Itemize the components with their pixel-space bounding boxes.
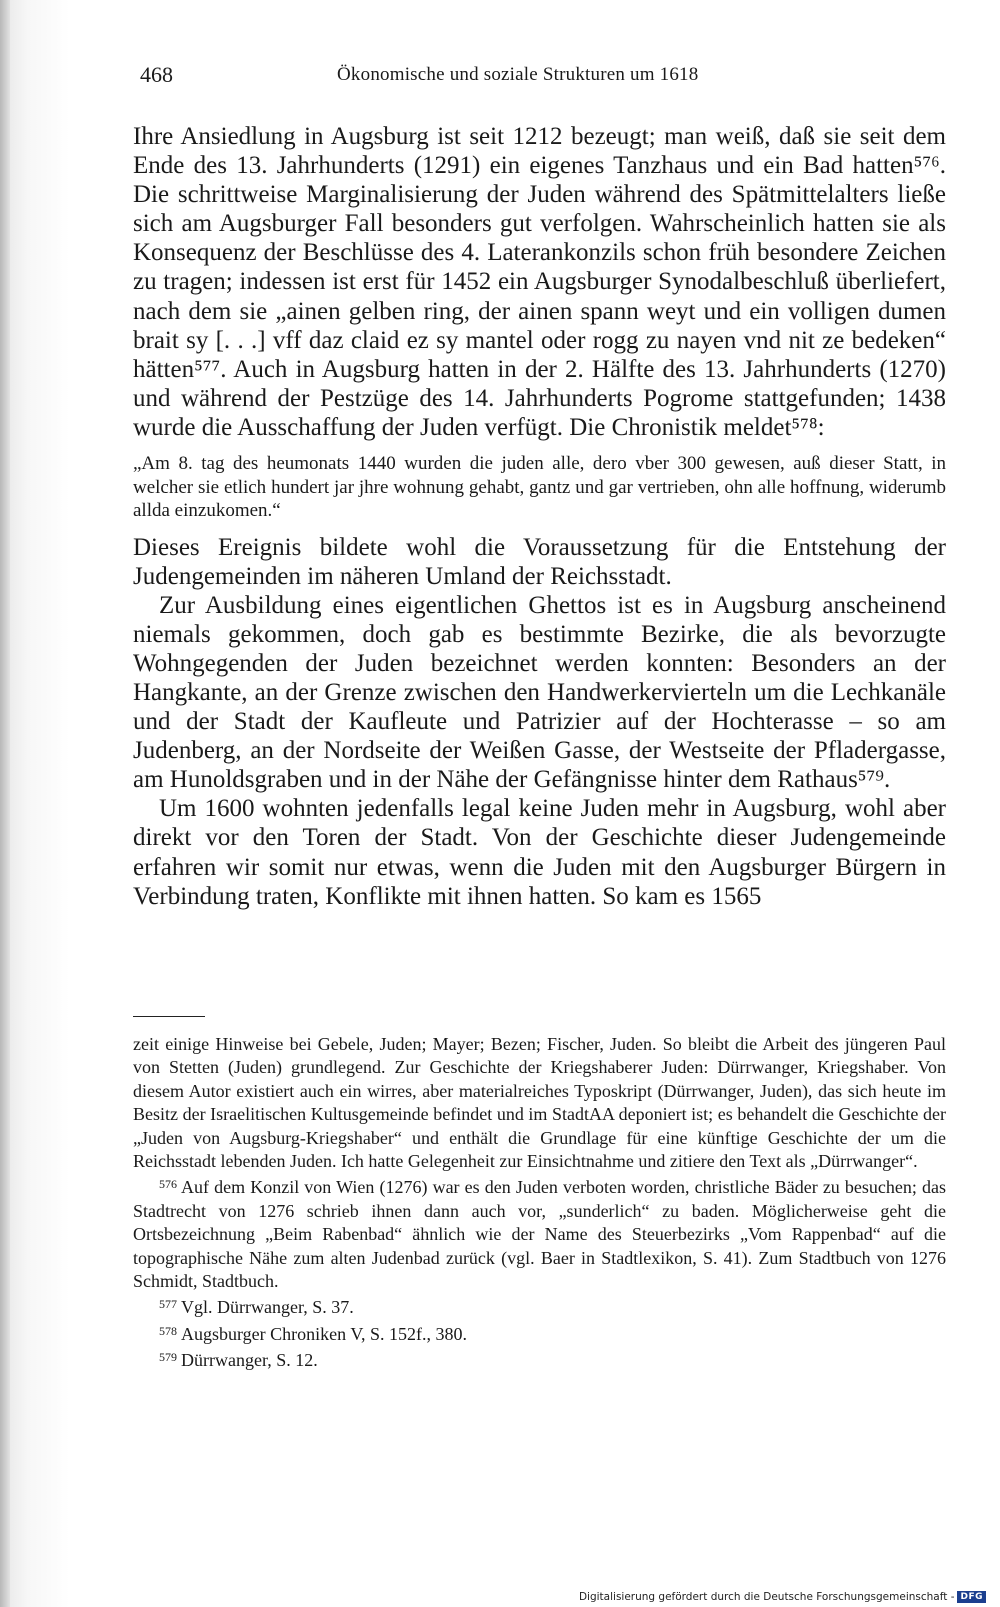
footnote-text: Augsburger Chroniken V, S. 152f., 380.: [181, 1323, 468, 1344]
main-text: [133, 122, 946, 911]
footnote-576: [133, 1173, 946, 1293]
running-title: Ökonomische und soziale Strukturen um 1618: [337, 64, 699, 85]
chronicle-quote: „Am 8. tag des heumonats 1440 wurden die juden alle, dero vber 300 gewesen, auß dieser Statt, in welcher sie etlich hundert jar jhre wohnung gehabt, gantz und gar vertrieben, ohn alle hoffnung, widerumb allda einzukomen.“: [133, 453, 946, 522]
paragraph-2: Dieses Ereignis bildete wohl die Voraussetzung für die Entstehung der Judengemeinden im näheren Umland der Reichsstadt.: [133, 533, 946, 590]
footnote-number: 576: [159, 1177, 177, 1192]
paragraph-1: Ihre Ansiedlung in Augsburg ist seit 1212 bezeugt; man weiß, daß sie seit dem Ende des 13. Jahrhunderts (1291) ein eigenes Tanzhaus und ein Bad hatten⁵⁷⁶. Die schrittweise Marginalisierung der Juden während des Spätmittelalters ließe sich am Augsburger Fall besonders gut verfolgen. Wahrscheinlich hatten sie als Konsequenz der Beschlüsse des 4. Laterankonzils schon früh besondere Zeichen zu tragen; indessen ist erst für 1452 ein Augsburger Synodalbeschluß überliefert, nach dem sie „ainen gelben ring, der ainen spann weyt und ein volligen dumen brait sy [. . .] vff daz claid ez sy mantel oder rogg zu nayen vnd nit ze bedeken“ hätten⁵⁷⁷. Auch in Augsburg hatten in der 2. Hälfte des 13. Jahrhunderts (1270) und während der Pestzüge des 14. Jahrhunderts Pogrome stattgefunden; 1438 wurde die Ausschaffung der Juden verfügt. Die Chronistik meldet⁵⁷⁸:: [133, 123, 946, 441]
running-header: [140, 62, 880, 92]
footnote-577: [133, 1293, 946, 1319]
footnote-579: [133, 1346, 946, 1372]
dfg-logo-icon: DFG: [957, 1591, 986, 1603]
footer-text: Digitalisierung gefördert durch die Deutsche Forschungsgemeinschaft -: [578, 1591, 955, 1603]
footnote-578: [133, 1320, 946, 1346]
footnote-number: 577: [159, 1297, 177, 1312]
paragraph-4: Um 1600 wohnten jedenfalls legal keine Juden mehr in Augsburg, wohl aber direkt vor den Toren der Stadt. Von der Geschichte dieser Judengemeinde erfahren wir somit nur etwas, wenn die Juden mit den Augsburger Bürgern in Verbindung traten, Konflikte mit ihnen hatten. So kam es 1565: [133, 795, 946, 910]
footnote-text: Auf dem Konzil von Wien (1276) war es den Juden verboten worden, christliche Bäder zu besuchen; das Stadtrecht von 1276 schrieb ihnen dann auch vor, „sunderlich“ zu baden. Möglicherweise geht die Ortsbezeichnung „Beim Rabenbad“ ähnlich wie der Name des Steuerbezirks „Vom Rappenbad“ auf die topographische Nähe zum alten Judenbad zurück (vgl. Baer in Stadtlexikon, S. 41). Zum Stadtbuch von 1276 Schmidt, Stadtbuch.: [133, 1177, 946, 1292]
footnote-text: Dürrwanger, S. 12.: [181, 1350, 318, 1371]
paragraph-3: Zur Ausbildung eines eigentlichen Ghettos ist es in Augsburg anscheinend niemals gekommen, doch gab es bestimmte Bezirke, die als bevorzugte Wohngegenden der Juden bezeichnet werden konnten: Besonders an der Hangkante, an der Grenze zwischen den Handwerkervierteln um die Lechkanäle und der Stadt der Kaufleute und Patrizier auf der Hochterasse – so am Judenberg, an der Nordseite der Weißen Gasse, der Westseite der Pfladergasse, am Hunoldsgraben und in der Nähe der Gefängnisse hinter dem Rathaus⁵⁷⁹.: [133, 591, 946, 794]
page-spine-shadow: [0, 0, 10, 1607]
footnotes: [133, 1033, 946, 1373]
page-number: 468: [140, 62, 173, 87]
footnote-number: 578: [159, 1323, 177, 1338]
footnote-continuation: zeit einige Hinweise bei Gebele, Juden; Mayer; Bezen; Fischer, Juden. So bleibt die Arbeit des jüngeren Paul von Stetten (Juden) grundlegend. Zur Geschichte der Kriegshaberer Juden: Dürrwanger, Kriegshaber. Von diesem Autor existiert auch ein wirres, aber materialreiches Typoskript (Dürrwanger, Juden), das sich heute im Besitz der Israelitischen Kultusgemeinde befindet und im StadtAA deponiert ist; es behandelt die Geschichte der „Juden von Augsburg-Kriegshaber“ und enthält die Grundlage für eine künftige Geschichte der um die Reichsstadt lebenden Juden. Ich hatte Gelegenheit zur Einsichtnahme und zitiere den Text als „Dürrwanger“.: [133, 1034, 946, 1172]
footnote-number: 579: [159, 1350, 177, 1365]
footnote-separator: [133, 1016, 205, 1017]
footnote-text: Vgl. Dürrwanger, S. 37.: [181, 1297, 354, 1318]
digitization-footer: [579, 1591, 986, 1603]
